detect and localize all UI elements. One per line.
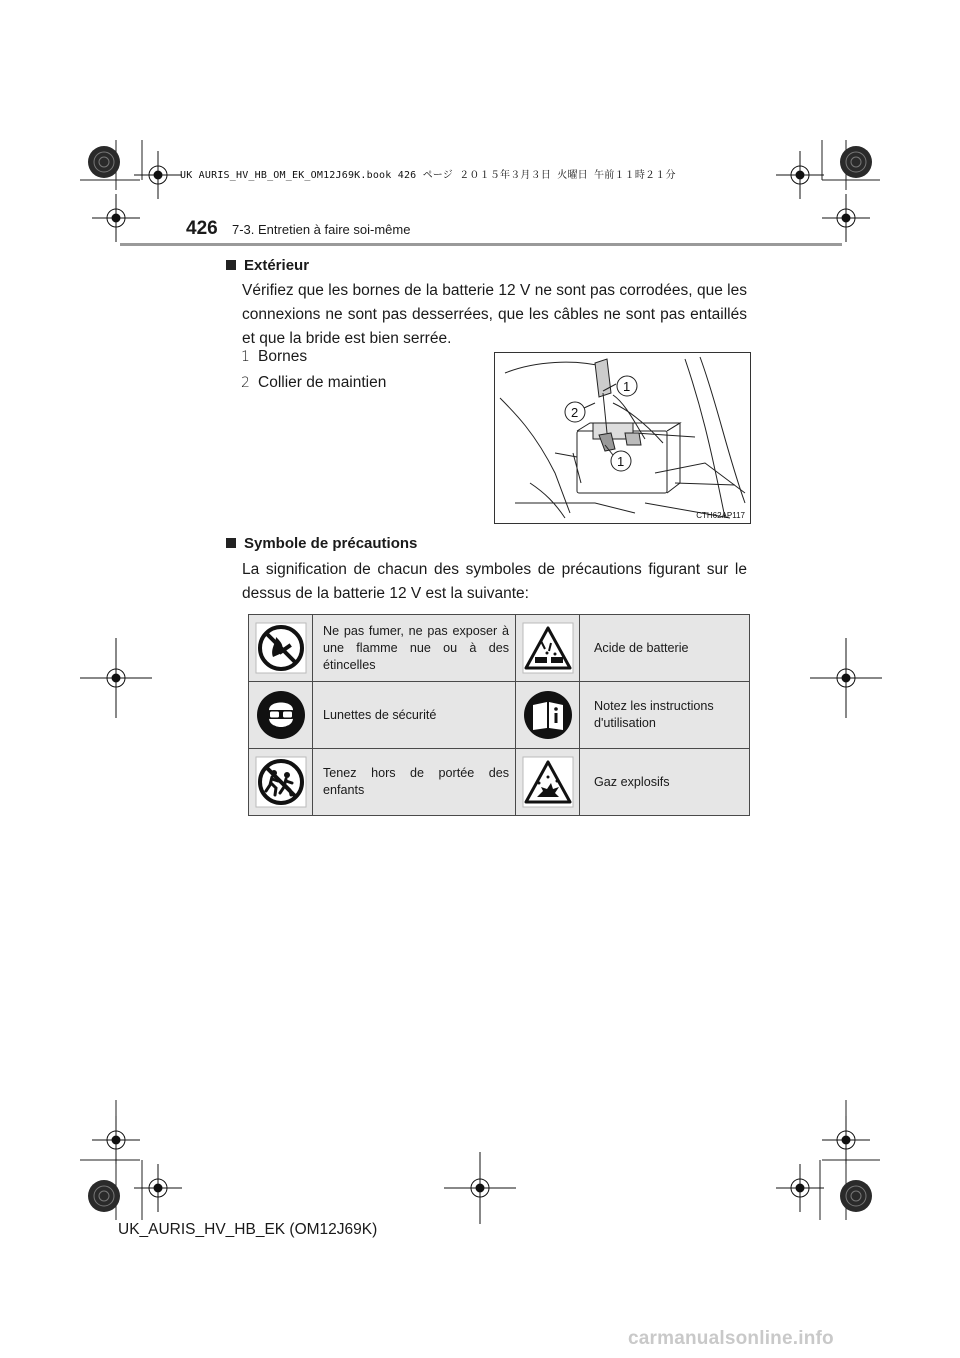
callout-item <box>238 374 386 392</box>
callout-label: Collier de maintien <box>258 374 387 391</box>
battery-acid-icon <box>521 621 575 675</box>
symbol-cell <box>516 615 580 682</box>
symbol-label: Notez les instructions d'utilisation <box>580 682 750 749</box>
page-number: 426 <box>186 218 218 239</box>
precautions-heading <box>226 535 417 552</box>
footer-code: UK_AURIS_HV_HB_EK (OM12J69K) <box>118 1221 378 1238</box>
symbol-cell <box>516 749 580 816</box>
explosive-gas-icon <box>521 755 575 809</box>
symbol-label: Acide de batterie <box>580 615 750 682</box>
symbol-cell <box>249 749 313 816</box>
exterior-heading <box>226 257 309 274</box>
callout-label: Bornes <box>258 348 308 365</box>
exterior-heading-text: Extérieur <box>244 257 310 274</box>
safety-goggles-icon <box>254 688 308 742</box>
square-bullet-icon <box>226 260 236 270</box>
symbol-label: Ne pas fumer, ne pas exposer à une flamme nue ou à des étincelles <box>313 615 516 682</box>
table-row <box>249 682 750 749</box>
callout-item <box>238 348 307 366</box>
precaution-symbols-table <box>248 614 750 816</box>
figure-marker: 2 <box>571 405 579 420</box>
header-rule <box>120 243 842 246</box>
no-smoking-flame-icon <box>254 621 308 675</box>
battery-drawing <box>495 353 750 523</box>
symbol-cell <box>249 615 313 682</box>
callout-number: 1 <box>241 349 250 365</box>
symbol-cell <box>249 682 313 749</box>
figure-marker: 1 <box>623 379 631 394</box>
section-title: 7-3. Entretien à faire soi-même <box>232 222 411 237</box>
square-bullet-icon <box>226 538 236 548</box>
table-row <box>249 749 750 816</box>
exterior-body: Vérifiez que les bornes de la batterie 12 V ne sont pas corrodées, que les connexions ne sont pas desserrées, que les câbles ne sont pas entaillés et que la bride est bien serrée. <box>242 282 747 347</box>
keep-away-children-icon <box>254 755 308 809</box>
book-file-header: UK AURIS_HV_HB_OM_EK_OM12J69K.book 426 ページ ２０１５年３月３日 火曜日 午前１１時２１分 <box>180 170 676 181</box>
battery-illustration <box>494 352 751 524</box>
precautions-body: La signification de chacun des symboles de précautions figurant sur le dessus de la batterie 12 V est la suivante: <box>242 561 747 602</box>
figure-code: CTH62AP117 <box>696 511 745 520</box>
figure-marker: 1 <box>617 454 625 469</box>
symbol-label: Tenez hors de portée des enfants <box>313 749 516 816</box>
instructions-manual-icon <box>521 688 575 742</box>
table-row <box>249 615 750 682</box>
symbol-cell <box>516 682 580 749</box>
precautions-heading-text: Symbole de précautions <box>244 535 418 552</box>
watermark: carmanualsonline.info <box>628 1328 834 1349</box>
symbol-label: Gaz explosifs <box>580 749 750 816</box>
symbol-label: Lunettes de sécurité <box>313 682 516 749</box>
callout-number: 2 <box>241 375 250 391</box>
